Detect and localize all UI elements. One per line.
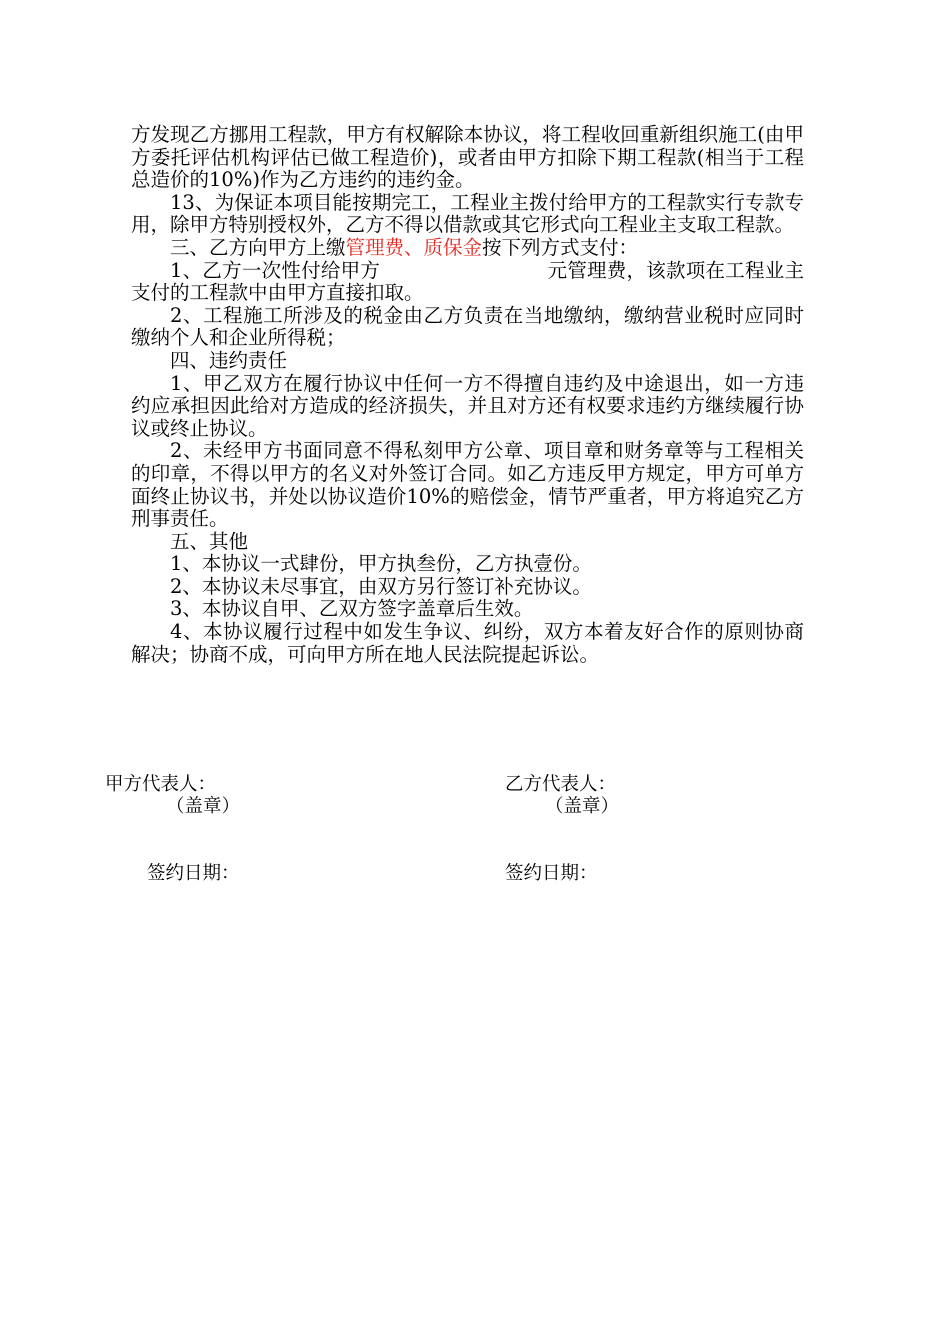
paragraph-liability-1: 1、甲乙双方在履行协议中任何一方不得擅自违约及中途退出，如一方违约应承担因此给对方造成的经济损失，并且对方还有权要求违约方继续履行协议或终止协议。 — [131, 371, 804, 440]
section-heading-other: 五、其他 — [170, 529, 249, 553]
paragraph-payment-2: 2、工程施工所涉及的税金由乙方负责在当地缴纳，缴纳营业税时应同时缴纳个人和企业所得税； — [131, 303, 804, 350]
section-heading-payment — [131, 237, 804, 260]
paragraph-other-3: 3、本协议自甲、乙双方签字盖章后生效。 — [170, 597, 534, 621]
paragraph-clause-13: 13、为保证本项目能按期完工，工程业主拨付给甲方的工程款实行专款专用，除甲方特别授权外，乙方不得以借款或其它形式向工程业主支取工程款。 — [131, 190, 804, 237]
section-heading-liability: 四、违约责任 — [170, 348, 288, 372]
party-b-sign-date-label: 签约日期： — [505, 863, 598, 884]
paragraph-liability-2: 2、未经甲方书面同意不得私刻甲方公章、项目章和财务章等与工程相关的印章，不得以甲方的名义对外签订合同。如乙方违反甲方规定，甲方可单方面终止协议书，并处以协议造价10%的赔偿金，情节严重者，甲方将追究乙方刑事责任。 — [131, 439, 804, 531]
paragraph-other-1: 1、本协议一式肆份，甲方执叁份，乙方执壹份。 — [170, 552, 592, 576]
paragraph-payment-1: 1、乙方一次性付给甲方 元管理费，该款项在工程业主支付的工程款中由甲方直接扣取。 — [131, 258, 804, 305]
party-a-seal-label: （盖章） — [166, 796, 241, 817]
highlight-fees: 管理费、质保金 — [345, 235, 483, 259]
paragraph-other-2: 2、本协议未尽事宜，由双方另行签订补充协议。 — [170, 574, 592, 598]
agreement-body — [131, 124, 804, 666]
section-heading-prefix: 三、乙方向甲方上缴 — [170, 235, 346, 259]
party-a-sign-date-label: 签约日期： — [147, 863, 240, 884]
party-b-seal-label: （盖章） — [545, 796, 620, 817]
paragraph-breach-penalty: 方发现乙方挪用工程款，甲方有权解除本协议，将工程收回重新组织施工(由甲方委托评估机构评估已做工程造价)，或者由甲方扣除下期工程款(相当于工程总造价的10%)作为乙方违约的违约金。 — [131, 123, 804, 192]
paragraph-other-4: 4、本协议履行过程中如发生争议、纠纷，双方本着友好合作的原则协商解决；协商不成，可向甲方所在地人民法院提起诉讼。 — [131, 620, 804, 666]
party-b-representative-label: 乙方代表人： — [505, 774, 617, 795]
section-heading-suffix: 按下列方式支付： — [482, 235, 639, 259]
party-a-representative-label: 甲方代表人： — [105, 774, 217, 795]
